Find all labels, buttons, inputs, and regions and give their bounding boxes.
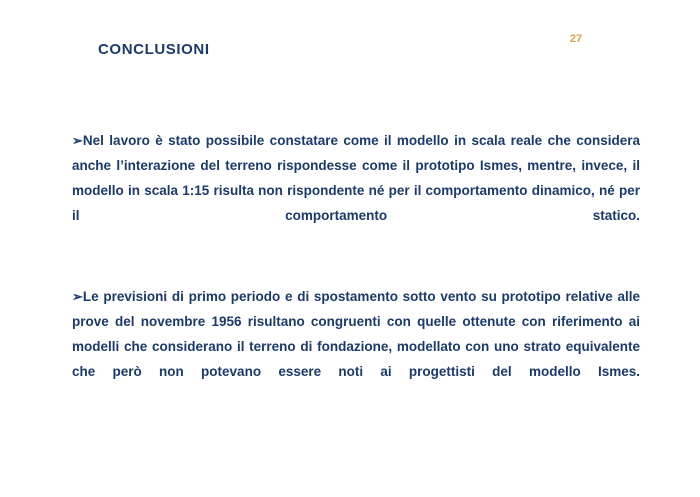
conclusion-paragraph-1-text: Nel lavoro è stato possibile constatare come il modello in scala reale che considera anche l’interazione del terreno rispondesse come il prototipo Ismes, mentre, invece, il modello in scala 1:15 risulta non rispondente né per il comportamento dinamico, né per il comportamento statico.: [72, 133, 640, 223]
bullet-arrow-icon: ➢: [72, 133, 83, 148]
conclusion-paragraph-2: [72, 284, 640, 409]
slide-number: 27: [569, 33, 583, 45]
conclusion-paragraph-1: [72, 128, 640, 253]
bullet-arrow-icon: ➢: [72, 289, 83, 304]
page-title: CONCLUSIONI: [98, 41, 210, 58]
conclusion-paragraph-2-text: Le previsioni di primo periodo e di spostamento sotto vento su prototipo relative alle prove del novembre 1956 risultano congruenti con quelle ottenute con riferimento ai modelli che considerano il terreno di fondazione, modellato con uno strato equivalente che però non potevano essere noti ai progettisti del modello Ismes.: [72, 289, 640, 379]
